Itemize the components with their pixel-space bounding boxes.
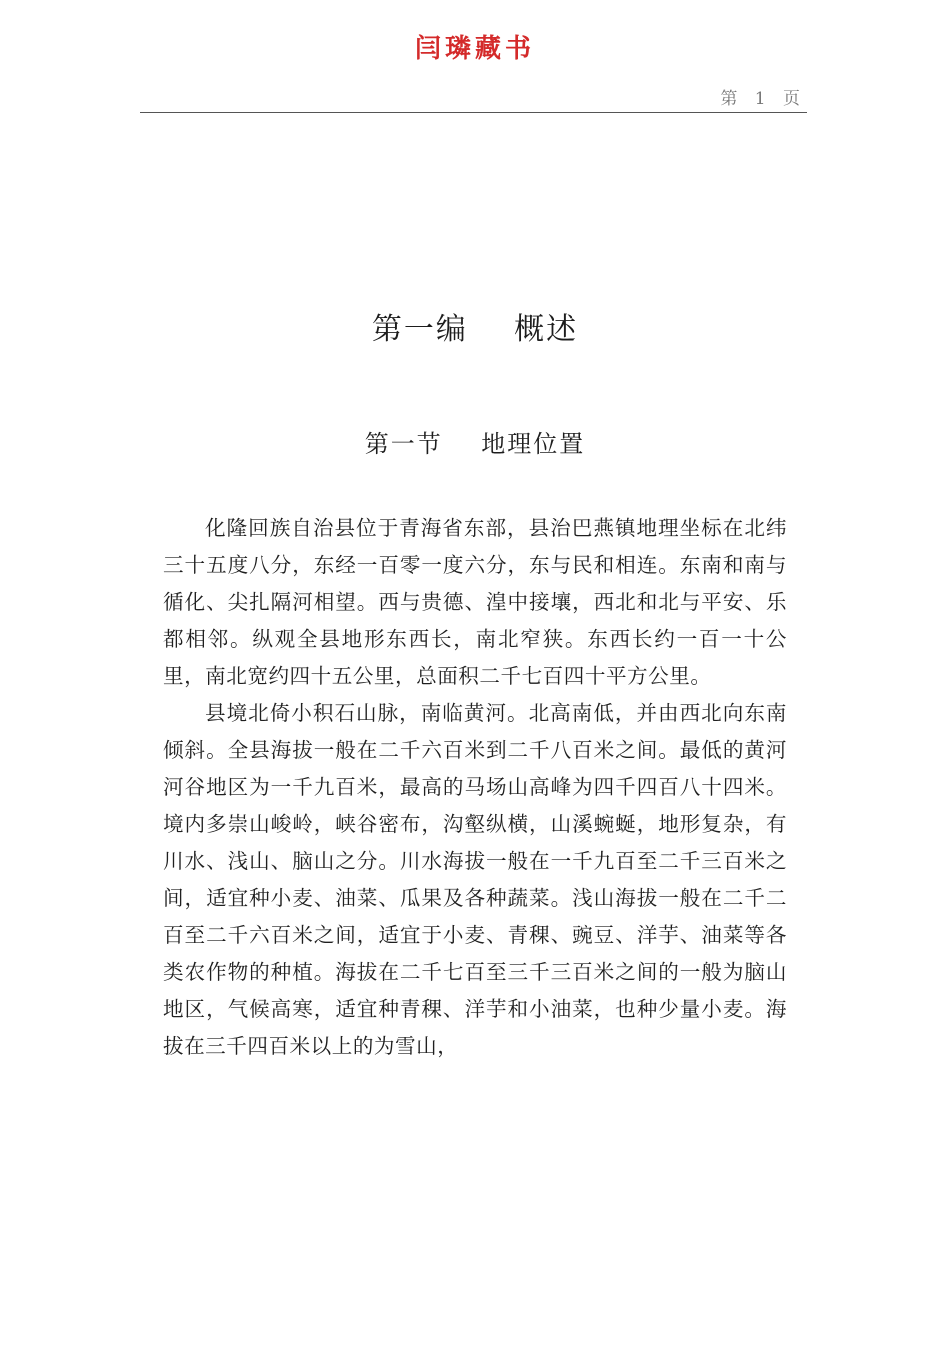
paragraph-location: 化隆回族自治县位于青海省东部，县治巴燕镇地理坐标在北纬三十五度八分，东经一百零一度六分，东与民和相连。东南和南与循化、尖扎隔河相望。西与贵德、湟中接壤，西北和北与平安、乐都相邻。纵观全县地形东西长，南北窄狭。东西长约一百一十公里，南北宽约四十五公里，总面积二千七百四十平方公里。 — [163, 516, 787, 688]
watermark-stamp: 闫璘藏书 — [414, 34, 535, 64]
header-divider — [140, 112, 807, 113]
page-number: 第 1 页 — [720, 89, 800, 109]
paragraph-terrain: 县境北倚小积石山脉，南临黄河。北高南低，并由西北向东南倾斜。全县海拔一般在二千六百米到二千八百米之间。最低的黄河河谷地区为一千九百米，最高的马场山高峰为四千四百八十四米。境内多崇山峻岭，峡谷密布，沟壑纵横，山溪蜿蜒，地形复杂，有川水、浅山、脑山之分。川水海拔一般在一千九百至二千三百米之间，适宜种小麦、油菜、瓜果及各种蔬菜。浅山海拔一般在二千二百至二千六百米之间，适宜于小麦、青稞、豌豆、洋芋、油菜等各类农作物的种植。海拔在二千七百至三千三百米之间的一般为脑山地区，气候高寒，适宜种青稞、洋芋和小油菜，也种少量小麦。海拔在三千四百米以上的为雪山， — [163, 701, 787, 1058]
section-title: 第一节 地理位置 — [364, 430, 586, 458]
body-text — [163, 510, 787, 1065]
part-title: 第一编 概述 — [371, 312, 579, 347]
